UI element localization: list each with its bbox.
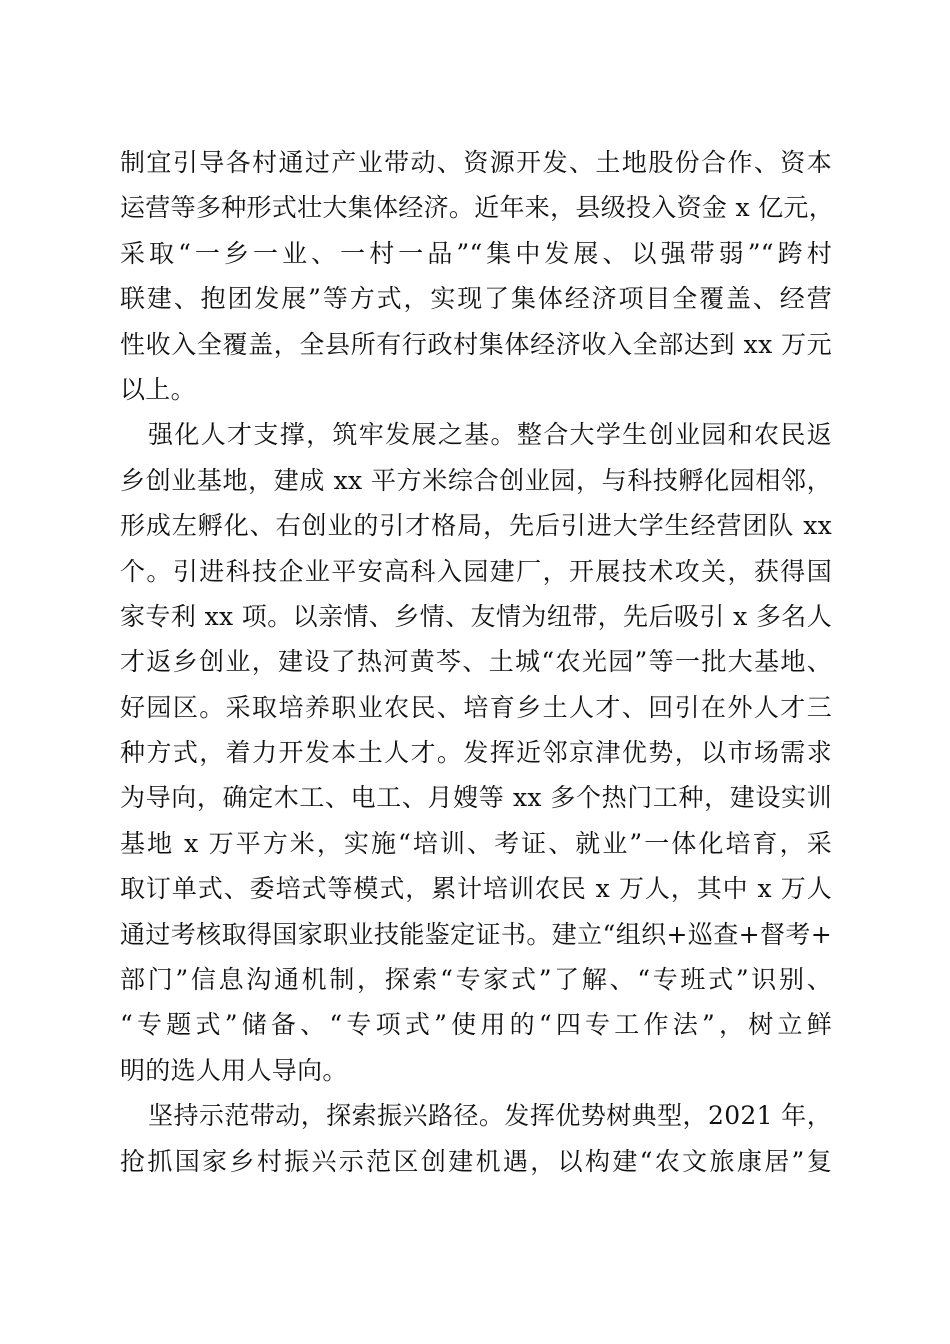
paragraph-1-line-6: 以上。 — [120, 374, 196, 404]
paragraph-2-line-5: 家专利 xx 项。以亲情、乡情、友情为纽带，先后吸引 x 多名人 — [120, 601, 832, 631]
paragraph-2-line-4: 个。引进科技企业平安高科入园建厂，开展技术攻关，获得国 — [120, 556, 832, 586]
paragraph-1-line-3: 采取“一乡一业、一村一品”“集中发展、以强带弱”“跨村 — [120, 238, 832, 268]
paragraph-2-line-2: 乡创业基地，建成 xx 平方米综合创业园，与科技孵化园相邻， — [120, 465, 832, 495]
paragraph-2-line-14: “专题式”储备、“专项式”使用的“四专工作法”，树立鲜 — [120, 1010, 832, 1040]
paragraph-2-line-15: 明的选人用人导向。 — [120, 1055, 348, 1085]
paragraph-2-line-13: 部门”信息沟通机制，探索“专家式”了解、“专班式”识别、 — [120, 965, 832, 995]
paragraph-1-line-1: 制宜引导各村通过产业带动、资源开发、土地股份合作、资本 — [120, 148, 832, 177]
paragraph-1-line-2: 运营等多种形式壮大集体经济。近年来，县级投入资金 x 亿元， — [120, 193, 834, 223]
paragraph-2-line-1: 强化人才支撑，筑牢发展之基。整合大学生创业园和农民返 — [148, 420, 832, 450]
paragraph-2-line-11: 取订单式、委培式等模式，累计培训农民 x 万人，其中 x 万人 — [120, 874, 832, 904]
paragraph-3-line-2: 抢抓国家乡村振兴示范区创建机遇，以构建“农文旅康居”复 — [120, 1146, 832, 1176]
paragraph-1-line-4: 联建、抱团发展”等方式，实现了集体经济项目全覆盖、经营 — [120, 284, 832, 314]
paragraph-2-line-6: 才返乡创业，建设了热河黄芩、土城“农光园”等一批大基地、 — [120, 647, 832, 677]
paragraph-3-line-1: 坚持示范带动，探索振兴路径。发挥优势树典型，2021 年， — [148, 1101, 832, 1131]
paragraph-2-line-10: 基地 x 万平方米，实施“培训、考证、就业”一体化培育，采 — [120, 828, 832, 858]
paragraph-2-line-8: 种方式，着力开发本土人才。发挥近邻京津优势，以市场需求 — [120, 738, 832, 768]
paragraph-2-line-3: 形成左孵化、右创业的引才格局，先后引进大学生经营团队 xx — [120, 511, 832, 541]
paragraph-2-line-7: 好园区。采取培养职业农民、培育乡土人才、回引在外人才三 — [120, 692, 832, 722]
paragraph-2-line-9: 为导向，确定木工、电工、月嫂等 xx 多个热门工种，建设实训 — [120, 783, 832, 813]
paragraph-2-line-12: 通过考核取得国家职业技能鉴定证书。建立“组织+巡查+督考+ — [120, 919, 832, 949]
document-body — [120, 140, 832, 1184]
paragraph-1-line-5: 性收入全覆盖，全县所有行政村集体经济收入全部达到 xx 万元 — [120, 329, 832, 359]
